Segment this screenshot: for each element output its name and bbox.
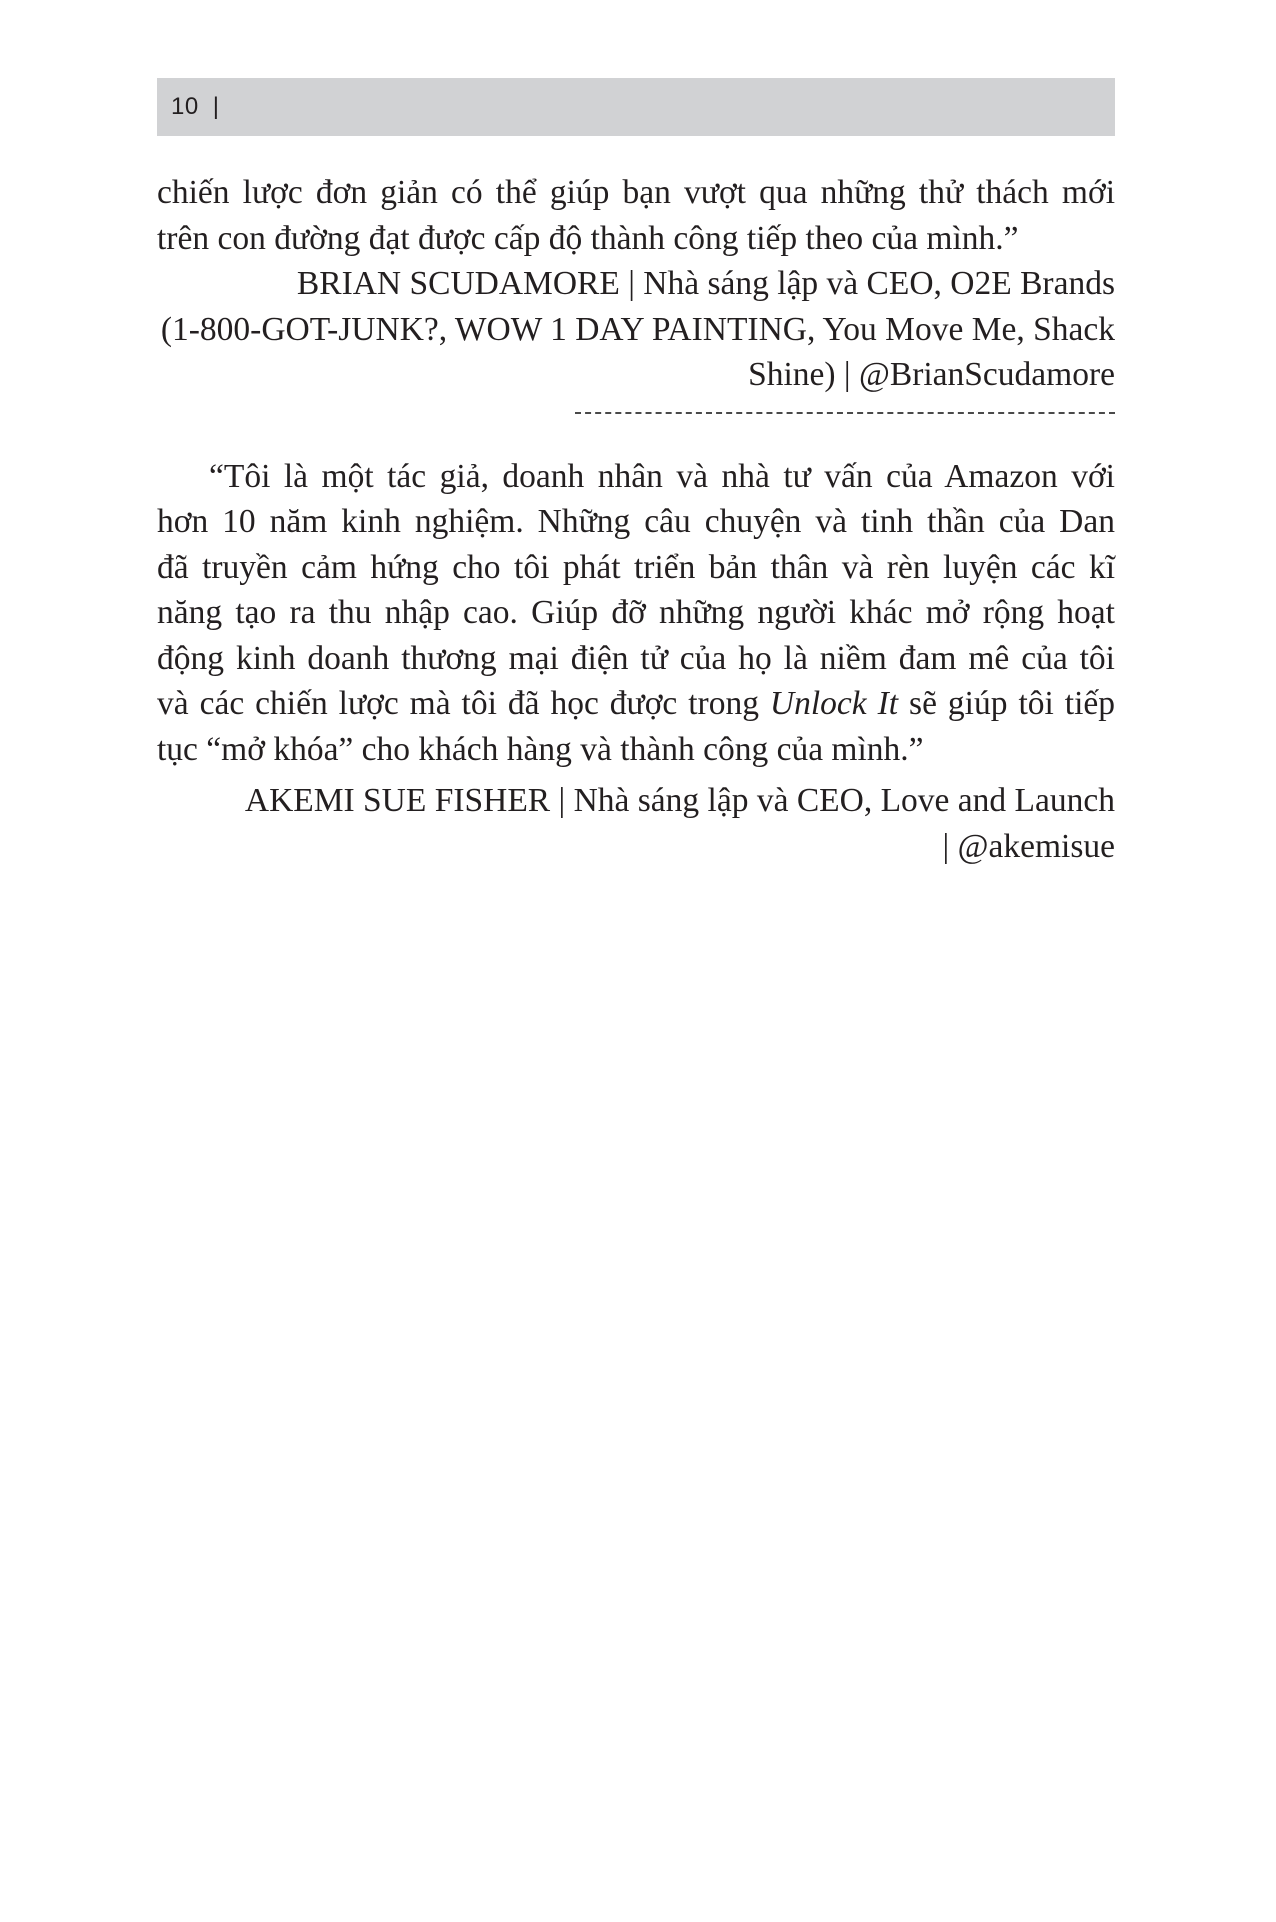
dashed-divider	[575, 412, 1115, 414]
attribution-line: Shine) | @BrianScudamore	[748, 356, 1115, 393]
running-header	[157, 78, 1115, 136]
text-line: đã truyền cảm hứng cho tôi phát triển bản thân và rèn luyện các kĩ	[157, 548, 1115, 586]
attribution-line: AKEMI SUE FISHER | Nhà sáng lập và CEO, Love and Launch	[244, 782, 1115, 819]
text-line: động kinh doanh thương mại điện tử của họ là niềm đam mê của tôi	[157, 639, 1115, 677]
previous-quote-ending	[157, 170, 1115, 261]
attribution-line: (1-800-GOT-JUNK?, WOW 1 DAY PAINTING, You Move Me, Shack	[160, 310, 1115, 348]
text-line: trên con đường đạt được cấp độ thành công tiếp theo của mình.”	[157, 219, 1019, 257]
attribution-line: BRIAN SCUDAMORE | Nhà sáng lập và CEO, O2E Brands	[296, 265, 1115, 302]
attribution-brian-scudamore	[157, 261, 1115, 398]
text-line: tục “mở khóa” cho khách hàng và thành công của mình.”	[157, 730, 924, 768]
text-fragment: sẽ giúp tôi tiếp	[898, 685, 1116, 722]
attribution-akemi-sue-fisher	[157, 778, 1115, 869]
text-line: “Tôi là một tác giả, doanh nhân và nhà tư vấn của Amazon với	[209, 457, 1115, 495]
text-line: chiến lược đơn giản có thể giúp bạn vượt qua những thử thách mới	[157, 174, 1115, 211]
text-line-with-book-title	[157, 681, 1115, 727]
page-number: 10	[171, 93, 199, 120]
page-body	[157, 170, 1115, 869]
text-fragment: và các chiến lược mà tôi đã học được trong	[157, 685, 770, 722]
header-separator: |	[212, 93, 219, 120]
text-line: hơn 10 năm kinh nghiệm. Những câu chuyện và tinh thần của Dan	[157, 503, 1115, 540]
attribution-line: | @akemisue	[942, 827, 1115, 865]
text-line: năng tạo ra thu nhập cao. Giúp đỡ những người khác mở rộng hoạt	[157, 594, 1115, 631]
testimonial-quote-akemi	[157, 454, 1115, 773]
book-title: Unlock It	[769, 685, 899, 722]
